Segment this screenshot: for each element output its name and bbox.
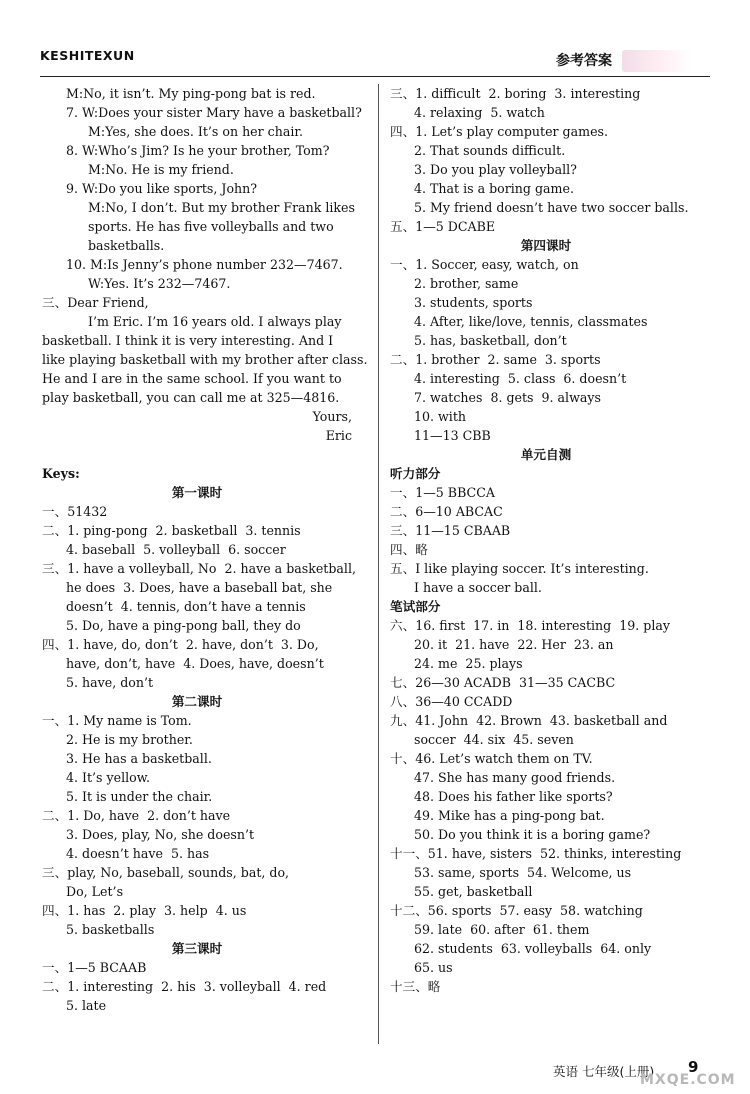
answer-line: 二、6—10 ABCAC bbox=[390, 504, 503, 519]
section-heading: 单元自测 bbox=[520, 447, 572, 462]
answer-line: 49. Mike has a ping-pong bat. bbox=[414, 808, 605, 823]
answer-line: 四、1. have, do, don’t 2. have, don’t 3. Do, bbox=[42, 637, 319, 652]
answer-line: 二、1. Do, have 2. don’t have bbox=[42, 808, 231, 823]
answer-line: 三、1. difficult 2. boring 3. interesting bbox=[390, 86, 641, 101]
answer-line: 4. That is a boring game. bbox=[414, 181, 574, 196]
answer-line: 5. It is under the chair. bbox=[66, 789, 213, 804]
answer-line: Yours, bbox=[312, 409, 352, 424]
column-divider bbox=[378, 84, 379, 1044]
answer-line: 二、1. ping-pong 2. basketball 3. tennis bbox=[42, 523, 301, 538]
answer-line: 二、1. interesting 2. his 3. volleyball 4. red bbox=[42, 979, 327, 994]
answer-line: 2. brother, same bbox=[414, 276, 519, 291]
answer-line: 4. relaxing 5. watch bbox=[414, 105, 545, 120]
answer-line: Do, Let’s bbox=[66, 884, 124, 899]
answer-line: 一、51432 bbox=[42, 504, 108, 519]
answer-line: He and I are in the same school. If you want to bbox=[42, 371, 342, 386]
answer-line: 四、略 bbox=[390, 542, 428, 557]
section-heading: 第四课时 bbox=[520, 238, 572, 253]
section-heading: 第三课时 bbox=[171, 941, 223, 956]
answer-line: 七、26—30 ACADB 31—35 CACBC bbox=[390, 675, 616, 690]
answer-line: sports. He has five volleyballs and two bbox=[88, 219, 334, 234]
answer-line: M:Yes, she does. It’s on her chair. bbox=[88, 124, 304, 139]
answer-line: Eric bbox=[325, 428, 352, 443]
answer-line: soccer 44. six 45. seven bbox=[414, 732, 574, 747]
answer-line: 10. M:Is Jenny’s phone number 232—7467. bbox=[66, 257, 343, 272]
answer-line: Keys: bbox=[42, 466, 80, 481]
section-title: 参考答案 bbox=[556, 53, 612, 69]
answer-line: 九、41. John 42. Brown 43. basketball and bbox=[390, 713, 668, 728]
left-column bbox=[42, 84, 368, 1015]
answer-line: 三、Dear Friend, bbox=[42, 295, 149, 310]
answer-line: M:No, I don’t. But my brother Frank likes bbox=[88, 200, 355, 215]
answer-line: play basketball, you can call me at 325—4816. bbox=[42, 390, 340, 405]
footer-subject: 英语 七年级(上册) bbox=[553, 1064, 655, 1079]
answer-line: 三、1. have a volleyball, No 2. have a basketball, bbox=[42, 561, 356, 576]
answer-line: 一、1—5 BBCCA bbox=[390, 485, 495, 500]
answer-line: 十三、略 bbox=[390, 979, 441, 994]
answer-line: 2. That sounds difficult. bbox=[414, 143, 566, 158]
answer-line: basketball. I think it is very interesting. And I bbox=[42, 333, 334, 348]
answer-line: 53. same, sports 54. Welcome, us bbox=[414, 865, 632, 880]
answer-line: 5. have, don’t bbox=[66, 675, 154, 690]
answer-line: 一、1. My name is Tom. bbox=[42, 713, 192, 728]
answer-line: 3. Does, play, No, she doesn’t bbox=[66, 827, 255, 842]
answer-line: 65. us bbox=[414, 960, 453, 975]
answer-line: 7. W:Does your sister Mary have a basketball? bbox=[66, 105, 362, 120]
answer-line: 十一、51. have, sisters 52. thinks, interesting bbox=[390, 846, 682, 861]
answer-line: 5. My friend doesn’t have two soccer balls. bbox=[414, 200, 689, 215]
answer-line: 5. Do, have a ping-pong ball, they do bbox=[66, 618, 301, 633]
answer-line: 4. After, like/love, tennis, classmates bbox=[414, 314, 648, 329]
answer-line: doesn’t 4. tennis, don’t have a tennis bbox=[66, 599, 306, 614]
answer-line: 五、I like playing soccer. It’s interesting. bbox=[390, 561, 649, 576]
answer-line: 八、36—40 CCADD bbox=[390, 694, 513, 709]
answer-line: 四、1. has 2. play 3. help 4. us bbox=[42, 903, 247, 918]
answer-line: 4. doesn’t have 5. has bbox=[66, 846, 210, 861]
answer-line: M:No, it isn’t. My ping-pong bat is red. bbox=[66, 86, 316, 101]
answer-line: 48. Does his father like sports? bbox=[414, 789, 613, 804]
answer-line: 5. basketballs bbox=[66, 922, 155, 937]
answer-line: 一、1. Soccer, easy, watch, on bbox=[390, 257, 579, 272]
answer-line: W:Yes. It’s 232—7467. bbox=[88, 276, 231, 291]
answer-line bbox=[42, 445, 352, 464]
answer-line: 四、1. Let’s play computer games. bbox=[390, 124, 608, 139]
answer-line: 10. with bbox=[414, 409, 467, 424]
answer-line: 3. Do you play volleyball? bbox=[414, 162, 577, 177]
answer-line: I’m Eric. I’m 16 years old. I always play bbox=[88, 314, 342, 329]
answer-line: 3. He has a basketball. bbox=[66, 751, 212, 766]
answer-line: 二、1. brother 2. same 3. sports bbox=[390, 352, 601, 367]
answer-line: I have a soccer ball. bbox=[414, 580, 542, 595]
answer-line: M:No. He is my friend. bbox=[88, 162, 234, 177]
answer-line: 5. late bbox=[66, 998, 107, 1013]
answer-line: 4. It’s yellow. bbox=[66, 770, 151, 785]
answer-line: he does 3. Does, have a baseball bat, she bbox=[66, 580, 333, 595]
header-decoration bbox=[622, 50, 692, 72]
answer-line: 一、1—5 BCAAB bbox=[42, 960, 147, 975]
answer-line: 2. He is my brother. bbox=[66, 732, 193, 747]
right-column bbox=[390, 84, 702, 996]
answer-line: 5. has, basketball, don’t bbox=[414, 333, 567, 348]
answer-line: 十二、56. sports 57. easy 58. watching bbox=[390, 903, 643, 918]
answer-line: basketballs. bbox=[88, 238, 165, 253]
answer-line: 7. watches 8. gets 9. always bbox=[414, 390, 601, 405]
answer-line: 3. students, sports bbox=[414, 295, 533, 310]
section-heading: 第二课时 bbox=[171, 694, 223, 709]
answer-line: 十、46. Let’s watch them on TV. bbox=[390, 751, 593, 766]
answer-line: 4. baseball 5. volleyball 6. soccer bbox=[66, 542, 286, 557]
answer-line: like playing basketball with my brother after class. bbox=[42, 352, 368, 367]
answer-line: 笔试部分 bbox=[390, 599, 441, 614]
answer-line: 24. me 25. plays bbox=[414, 656, 523, 671]
answer-line: 59. late 60. after 61. them bbox=[414, 922, 590, 937]
answer-line: 六、16. first 17. in 18. interesting 19. play bbox=[390, 618, 670, 633]
header-rule bbox=[40, 76, 710, 77]
answer-line: 50. Do you think it is a boring game? bbox=[414, 827, 651, 842]
answer-line: 8. W:Who’s Jim? Is he your brother, Tom? bbox=[66, 143, 330, 158]
answer-line: 五、1—5 DCABE bbox=[390, 219, 496, 234]
answer-line: 听力部分 bbox=[390, 466, 441, 481]
answer-line: have, don’t, have 4. Does, have, doesn’t bbox=[66, 656, 324, 671]
answer-line: 55. get, basketball bbox=[414, 884, 533, 899]
page-number: 9 bbox=[688, 1058, 699, 1076]
watermark: MXQE.COM bbox=[640, 1072, 736, 1088]
answer-line: 11—13 CBB bbox=[414, 428, 491, 443]
answer-line: 4. interesting 5. class 6. doesn’t bbox=[414, 371, 627, 386]
answer-line: 三、play, No, baseball, sounds, bat, do, bbox=[42, 865, 290, 880]
brand-label: KESHITEXUN bbox=[40, 48, 135, 63]
answer-line: 9. W:Do you like sports, John? bbox=[66, 181, 258, 196]
answer-line: 62. students 63. volleyballs 64. only bbox=[414, 941, 652, 956]
section-heading: 第一课时 bbox=[171, 485, 223, 500]
answer-line: 20. it 21. have 22. Her 23. an bbox=[414, 637, 614, 652]
answer-line: 三、11—15 CBAAB bbox=[390, 523, 511, 538]
answer-line: 47. She has many good friends. bbox=[414, 770, 616, 785]
